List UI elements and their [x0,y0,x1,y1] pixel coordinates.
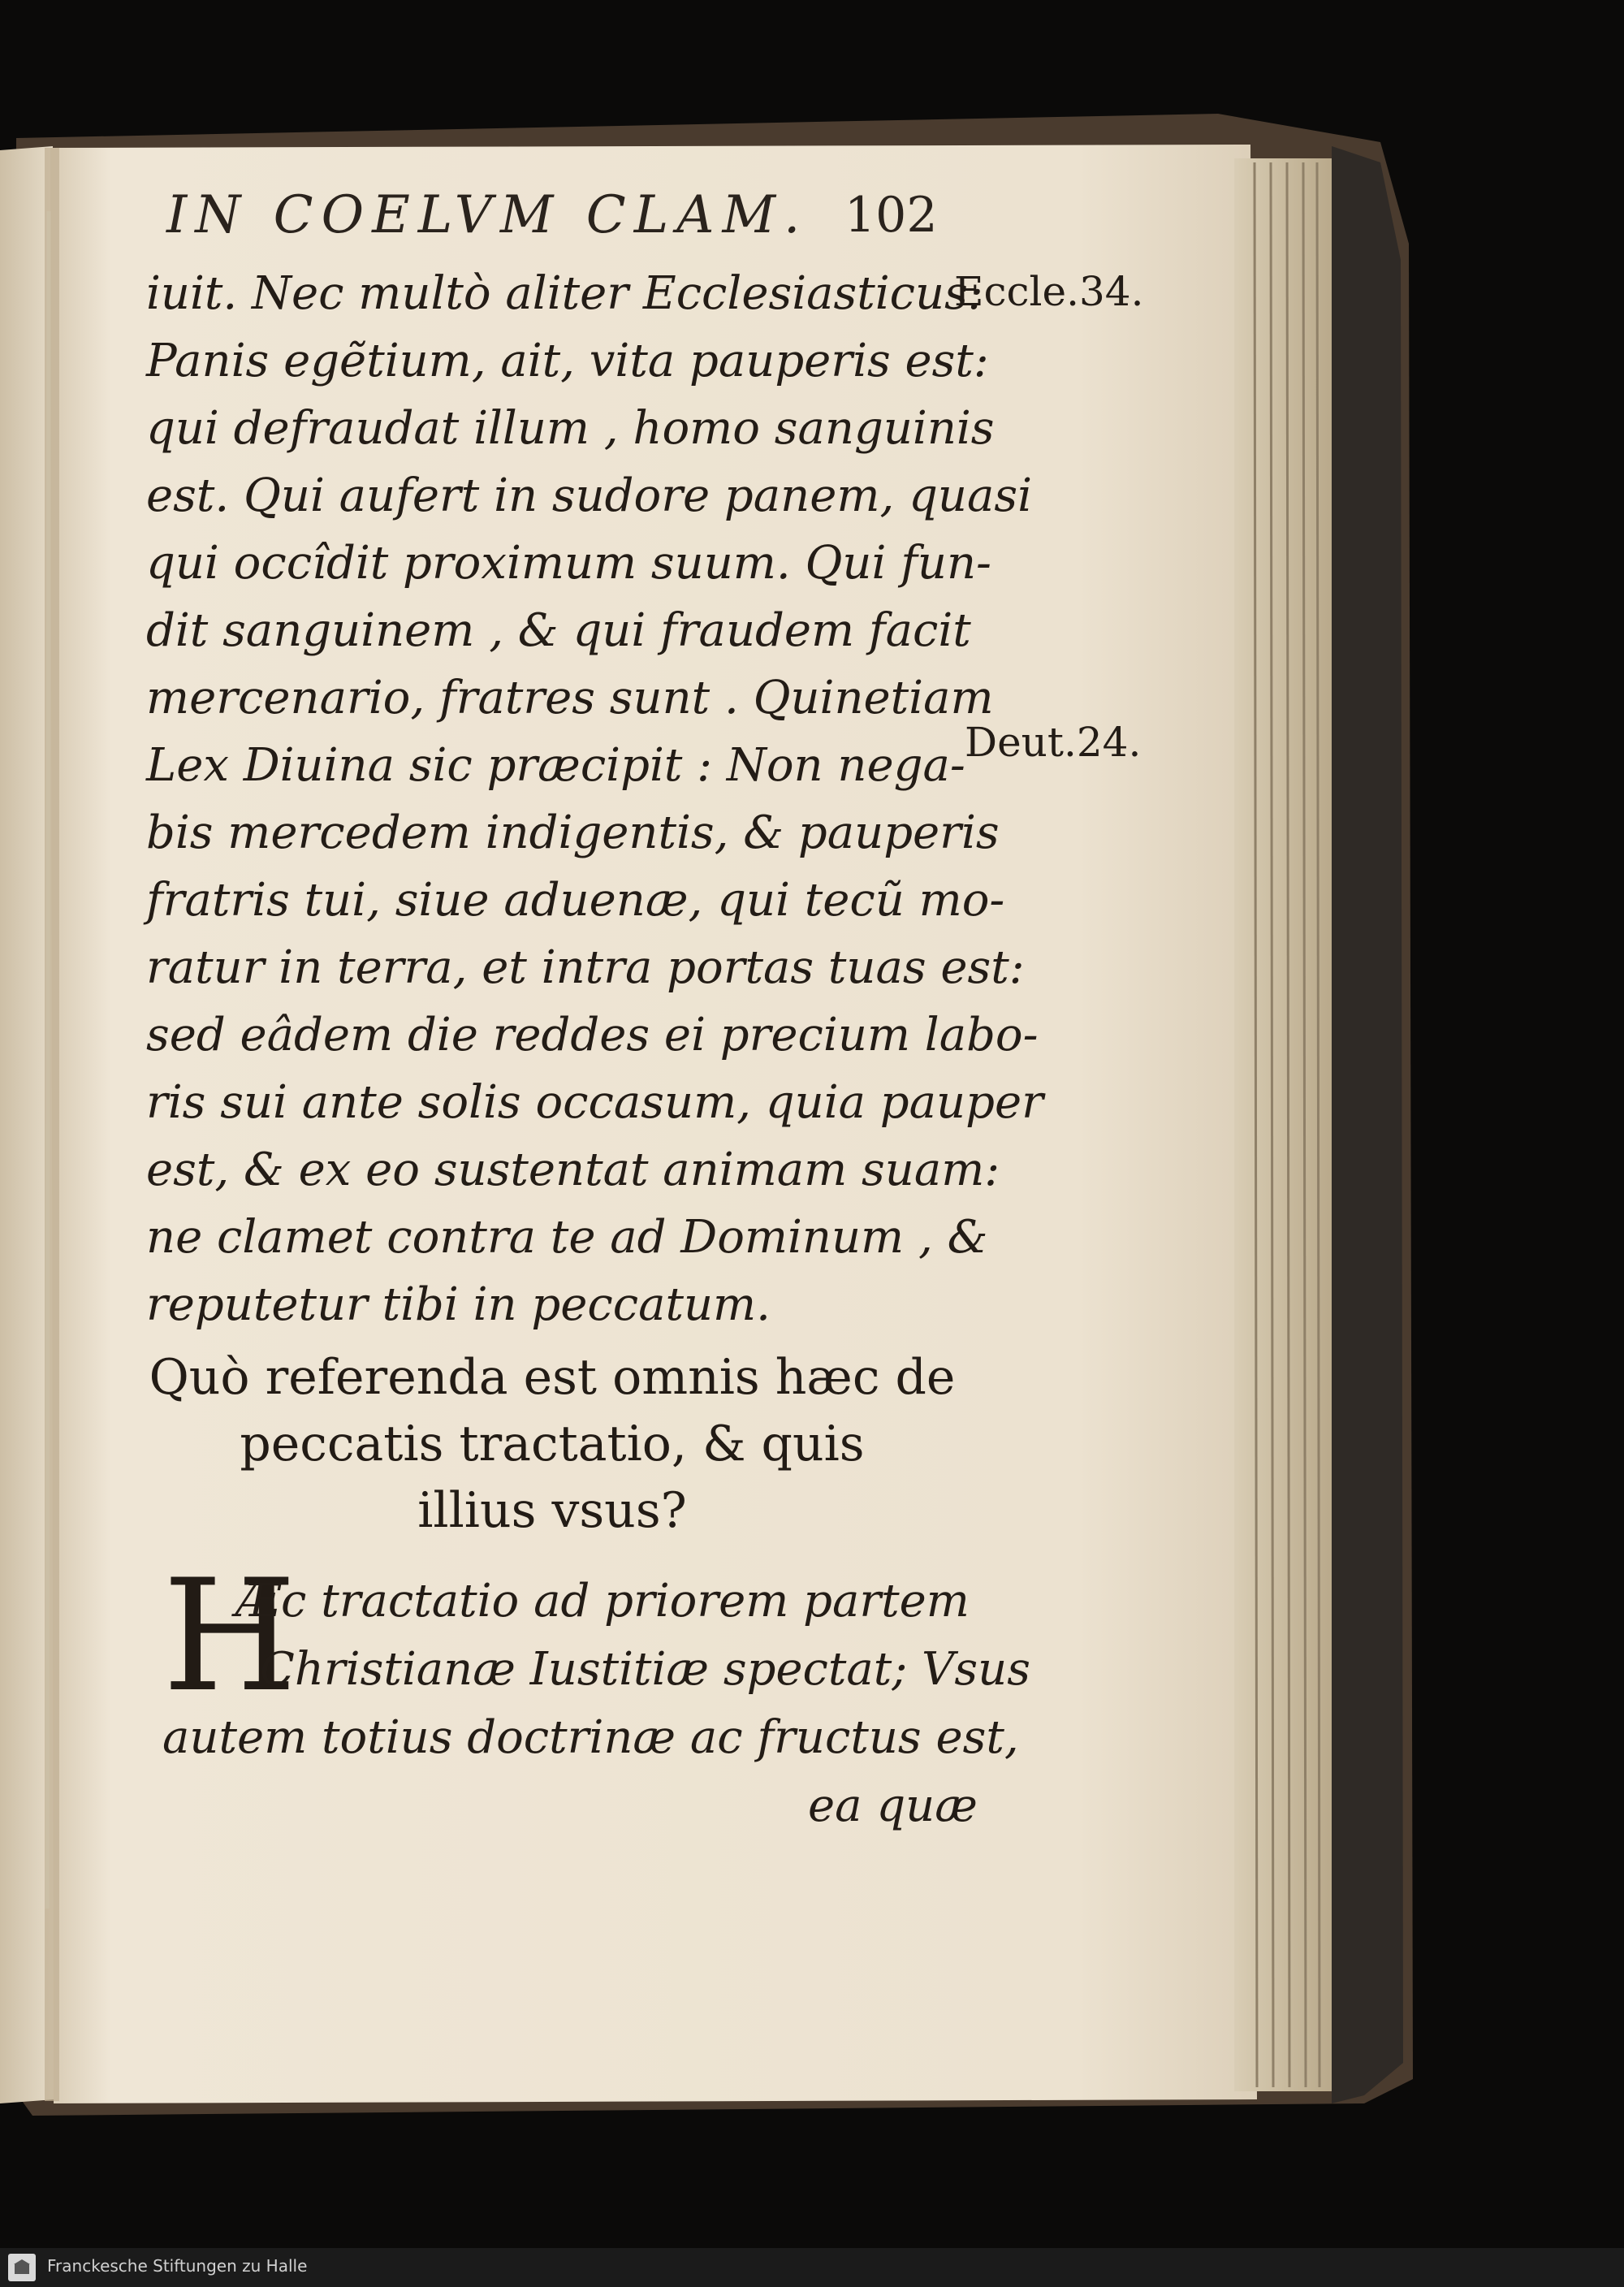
page-number: 102 [844,187,938,244]
heading-line: peccatis tractatio, & quis [240,1416,865,1472]
institution-logo-icon [8,2254,36,2281]
text-line: Panis egẽtium, ait, vita pauperis est: [146,335,989,387]
catchword: ea quæ [808,1779,978,1832]
body-text [146,260,1043,1338]
cover-edge-right [1332,146,1403,2103]
heading-line: Quò referenda est omnis hæc de [149,1349,956,1406]
text-line: Christianæ Iustitiæ spectat; Vsus [260,1643,1030,1696]
footer-credit: Franckesche Stiftungen zu Halle [47,2256,308,2276]
text-line: ratur in terra, et intra portas tuas est: [146,941,1025,994]
drop-cap-initial: H [162,1546,297,1726]
sewing-thread [47,211,49,1909]
text-line: ne clamet contra te ad Dominum , & [146,1211,988,1264]
text-line: Æc tractatio ad priorem partem [235,1575,970,1628]
text-line: Lex Diuina sic præcipit : Non nega- [146,739,965,792]
text-line: bis mercedem indigentis, & pauperis [146,806,1000,859]
text-line: est, & ex eo sustentat animam suam: [146,1144,1000,1196]
text-line: dit sanguinem , & qui fraudem facit [146,604,971,657]
text-line: qui occîdit proximum suum. Qui fun- [146,537,991,590]
text-line: iuit. Nec multò aliter Ecclesiasticus: [146,267,983,320]
running-head-title: IN COELVM CLAM. [166,185,809,245]
paragraph-two [146,1546,1030,1840]
text-line: reputetur tibi in peccatum. [146,1278,771,1331]
text-line: qui defraudat illum , homo sanguinis [146,402,995,455]
text-line: sed eâdem die reddes ei precium labo- [146,1009,1039,1061]
heading-line: illius vsus? [417,1482,687,1539]
marginal-note-eccle: Eccle.34. [954,268,1144,315]
text-line: fratris tui, siue aduenæ, qui tecũ mo- [146,874,1005,927]
text-line: est. Qui aufert in sudore panem, quasi [146,469,1033,522]
text-line: ris sui ante solis occasum, quia pauper [146,1076,1043,1129]
section-heading [146,1344,958,1544]
text-line: mercenario, fratres sunt . Quinetiam [146,672,994,724]
marginal-note-deut: Deut.24. [965,719,1142,766]
text-line: autem totius doctrinæ ac fructus est, [162,1711,1019,1764]
